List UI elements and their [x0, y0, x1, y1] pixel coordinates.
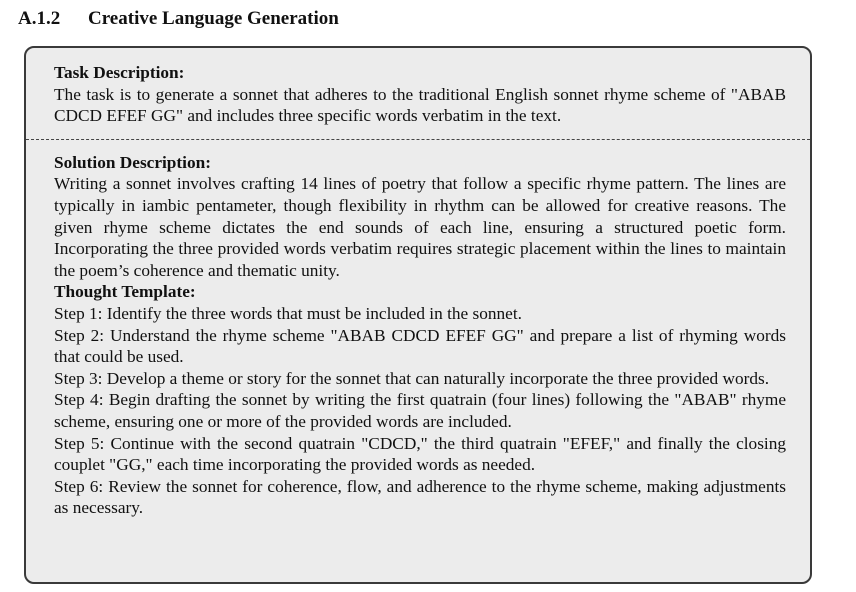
section-title: Creative Language Generation: [88, 8, 339, 29]
thought-step-5: Step 5: Continue with the second quatrain "CDCD," the third quatrain "EFEF," and finally the closing couplet "GG," each time incorporating the provided words as needed.: [54, 433, 786, 475]
thought-template-label: Thought Template:: [54, 282, 196, 302]
thought-step-2: Step 2: Understand the rhyme scheme "ABAB CDCD EFEF GG" and prepare a list of rhyming words that could be used.: [54, 325, 786, 367]
prompt-box: [24, 46, 812, 584]
task-description-text: The task is to generate a sonnet that adheres to the traditional English sonnet rhyme scheme of "ABAB CDCD EFEF GG" and includes three specific words verbatim in the text.: [54, 84, 786, 126]
task-description-label: Task Description:: [54, 63, 185, 82]
thought-step-6: Step 6: Review the sonnet for coherence, flow, and adherence to the rhyme scheme, making adjustments as necessary.: [54, 476, 786, 518]
thought-step-4: Step 4: Begin drafting the sonnet by writing the first quatrain (four lines) following the "ABAB" rhyme scheme, ensuring one or more of the provided words are included.: [54, 390, 786, 431]
solution-description-section: [26, 140, 810, 519]
thought-step-3: Step 3: Develop a theme or story for the sonnet that can naturally incorporate the three provided words.: [54, 368, 770, 388]
solution-description-text: Writing a sonnet involves crafting 14 lines of poetry that follow a specific rhyme pattern. The lines are typically in iambic pentameter, though flexibility in rhythm can be allowed for creative reasons. The given rhyme scheme dictates the end sounds of each line, ensuring a structured poetic form. Incorporating the three provided words verbatim requires strategic placement within the lines to maintain the poem’s coherence and thematic unity.: [54, 174, 786, 280]
thought-step-1: Step 1: Identify the three words that must be included in the sonnet.: [54, 303, 522, 323]
solution-description-label: Solution Description:: [54, 152, 211, 172]
section-number: A.1.2: [18, 8, 61, 29]
task-description-section: [26, 48, 810, 139]
section-heading: [18, 6, 339, 32]
